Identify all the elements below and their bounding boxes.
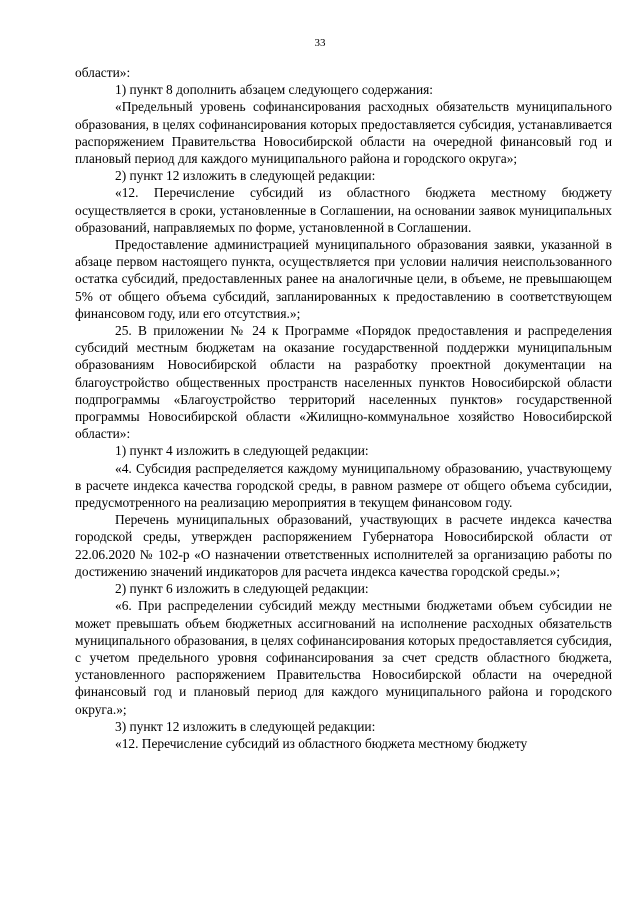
paragraph-quote-point-12-start: «12. Перечисление субсидий из областного бюджета местному бюджету: [115, 735, 528, 751]
document-body: [75, 64, 612, 752]
paragraph-municipalities-list: Перечень муниципальных образований, участвующих в расчете индекса качества городской среды, утвержден распоряжением Губернатора Новосибирской области от 22.06.2020 № 102-р «О назначении ответственных исполнителей за организацию работы по достижению значений индикаторов для расчета индекса качества городской среды.»;: [75, 512, 612, 579]
paragraph-item-1-point-4: 1) пункт 4 изложить в следующей редакции:: [115, 443, 369, 459]
paragraph-quote-point-6: «6. При распределении субсидий между местными бюджетами объем субсидии не может превышать объем бюджетных ассигнований на исполнение расходных обязательств муниципального образования, в целях софинансирования которых предоставляется субсидия, с учетом предельного уровня софинансирования за счет средств областного бюджета, установленного распоряжением Правительства Новосибирской области на очередной финансовый год и плановый период для каждого муниципального района и городского округа.»;: [75, 598, 613, 717]
paragraph-item-3-point-12: 3) пункт 12 изложить в следующей редакции:: [115, 718, 376, 734]
paragraph-item-2-point-12: 2) пункт 12 изложить в следующей редакции:: [115, 168, 376, 184]
paragraph-quote-point-4: «4. Субсидия распределяется каждому муниципальному образованию, участвующему в расчете индекса качества городской среды, в равном размере от общего объема субсидии, предусмотренного на реализацию мероприятия в текущем финансовом году.: [75, 460, 612, 511]
paragraph-item-2-point-6: 2) пункт 6 изложить в следующей редакции:: [115, 581, 369, 597]
paragraph-quote-cofinancing-level: «Предельный уровень софинансирования расходных обязательств муниципального образования, в целях софинансирования которых предоставляется субсидия, устанавливается распоряжением Правительства Новосибирской области на очередной финансовый год и плановый период для каждого муниципального района и городского округа»;: [75, 99, 612, 167]
paragraph-continuation: области»:: [75, 65, 131, 80]
page-number: 33: [314, 37, 326, 49]
paragraph-item-1-point-8: 1) пункт 8 дополнить абзацем следующего содержания:: [115, 82, 434, 98]
paragraph-quote-point-12: «12. Перечисление субсидий из областного бюджета местному бюджету осуществляется в сроки, установленные в Соглашении, на основании заявок муниципальных образований, направляемых по форме, установленной в Соглашении.: [75, 185, 612, 235]
paragraph-section-25: 25. В приложении № 24 к Программе «Порядок предоставления и распределения субсидий местным бюджетам на оказание государственной поддержки муниципальным образованиям Новосибирской области на разработку проектной документации на благоустройство общественных пространств населенных пунктов Новосибирской области подпрограммы «Благоустройство территорий населенных пунктов» государственной программы Новосибирской области «Жилищно-коммунальное хозяйство Новосибирской области»:: [75, 323, 612, 442]
paragraph-application-conditions: Предоставление администрацией муниципального образования заявки, указанной в абзаце первом настоящего пункта, осуществляется при условии наличия неиспользованного остатка субсидий, предоставленных ранее на аналогичные цели, в объеме, не превышающем 5% от общего объема субсидий, запланированных к предоставлению в соответствующем финансовом году, или его отсутствия.»;: [75, 237, 612, 321]
